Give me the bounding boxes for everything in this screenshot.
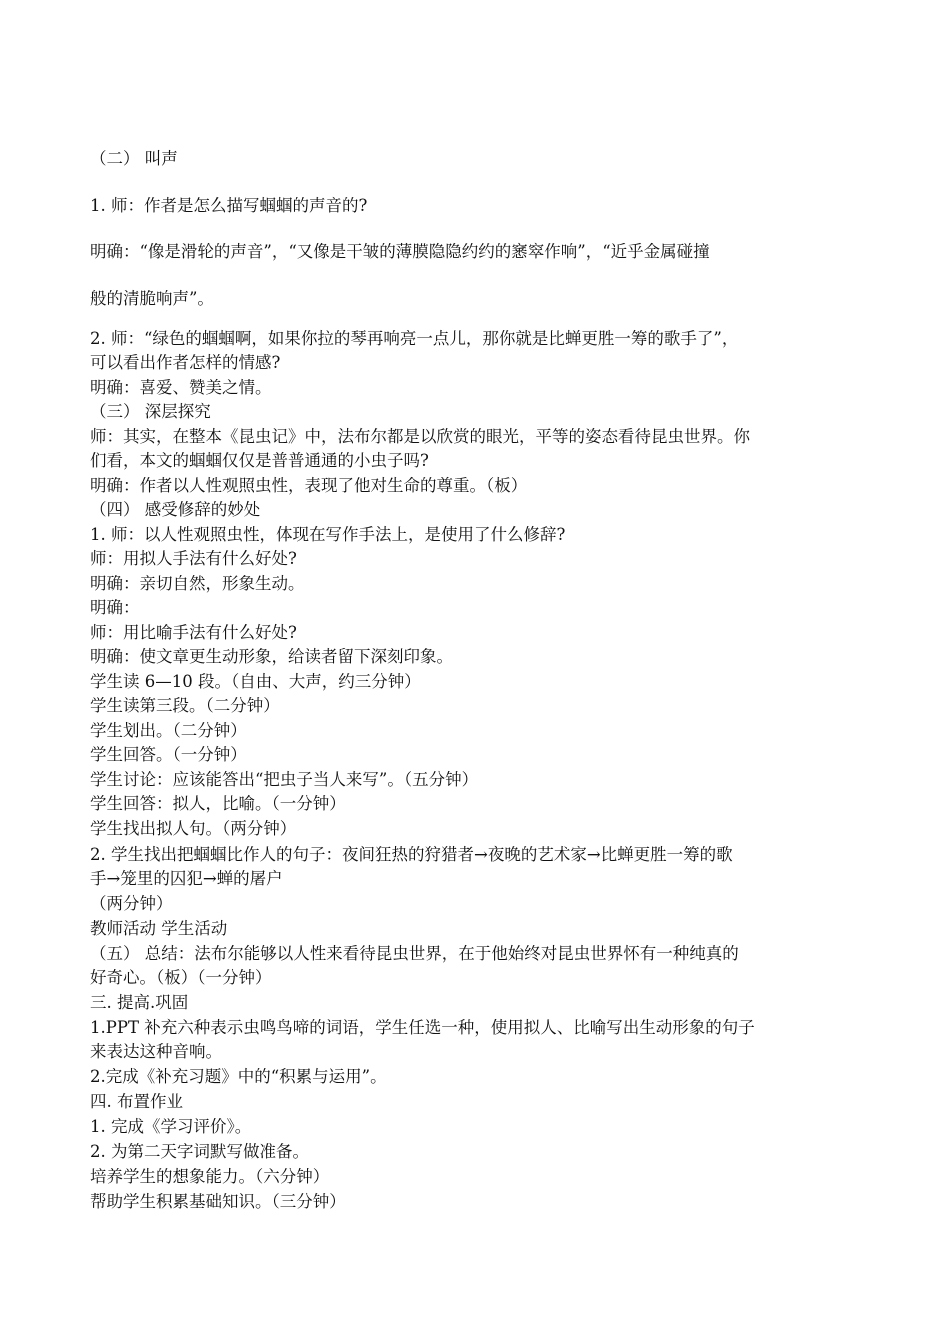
- paragraph-line: 明确：: [90, 598, 140, 617]
- paragraph-line: 1. 师：以人性观照虫性，体现在写作手法上，是使用了什么修辞?: [90, 525, 566, 544]
- paragraph-line: 明确：亲切自然，形象生动。: [90, 574, 305, 593]
- paragraph-line: 好奇心。（板）（一分钟）: [90, 968, 272, 987]
- paragraph-line: 2. 学生找出把蝈蝈比作人的句子：夜间狂热的狩猎者→夜晚的艺术家→比蝉更胜一筹的歌: [90, 845, 733, 864]
- paragraph-line: 学生讨论：应该能答出“把虫子当人来写”。（五分钟）: [90, 770, 479, 789]
- section-heading-tigao: 三. 提高.巩固: [90, 993, 189, 1012]
- answer-1-line-2: 般的清脆响声”。: [90, 289, 214, 308]
- paragraph-line: 教师活动 学生活动: [90, 919, 228, 938]
- paragraph-line: 来表达这种音响。: [90, 1042, 222, 1061]
- paragraph-line: 师：用比喻手法有什么好处?: [90, 623, 297, 642]
- question-2-line-1: 2. 师：“绿色的蝈蝈啊，如果你拉的琴再响亮一点儿，那你就是比蝉更胜一筹的歌手了”，: [90, 329, 739, 348]
- paragraph-line: 明确：使文章更生动形象，给读者留下深刻印象。: [90, 647, 453, 666]
- paragraph-line: 手→笼里的囚犯→蝉的屠户: [90, 869, 283, 888]
- paragraph-line: 1. 完成《学习评价》。: [90, 1117, 252, 1136]
- section-heading-shenceng: （三） 深层探究: [90, 402, 211, 421]
- paragraph-line: 学生回答。（一分钟）: [90, 745, 247, 764]
- section-heading-jiaosheng: （二） 叫声: [90, 149, 178, 168]
- paragraph-line: 帮助学生积累基础知识。（三分钟）: [90, 1192, 346, 1211]
- paragraph-line: 明确：作者以人性观照虫性，表现了他对生命的尊重。（板）: [90, 476, 528, 495]
- paragraph-line: 学生找出拟人句。（两分钟）: [90, 819, 297, 838]
- paragraph-line: 学生读第三段。（二分钟）: [90, 696, 280, 715]
- paragraph-line: 培养学生的想象能力。（六分钟）: [90, 1167, 330, 1186]
- paragraph-line: 学生读 6—10 段。（自由、大声，约三分钟）: [90, 672, 421, 691]
- question-2-line-2: 可以看出作者怎样的情感?: [90, 353, 281, 372]
- paragraph-line: 1.PPT 补充六种表示虫鸣鸟啼的词语，学生任选一种，使用拟人、比喻写出生动形象的句子: [90, 1018, 755, 1037]
- section-heading-zongjie: （五） 总结：法布尔能够以人性来看待昆虫世界，在于他始终对昆虫世界怀有一种纯真的: [90, 944, 739, 963]
- paragraph-line: 学生回答：拟人，比喻。（一分钟）: [90, 794, 346, 813]
- paragraph-line: 师：用拟人手法有什么好处?: [90, 549, 297, 568]
- paragraph-line: （两分钟）: [90, 894, 173, 913]
- paragraph-line: 2. 为第二天字词默写做准备。: [90, 1142, 309, 1161]
- paragraph-line: 2.完成《补充习题》中的“积累与运用”。: [90, 1067, 387, 1086]
- question-1: 1. 师：作者是怎么描写蝈蝈的声音的?: [90, 196, 368, 215]
- paragraph-line: 师：其实，在整本《昆虫记》中，法布尔都是以欣赏的眼光，平等的姿态看待昆虫世界。你: [90, 427, 750, 446]
- paragraph-line: 们看，本文的蝈蝈仅仅是普普通通的小虫子吗?: [90, 451, 429, 470]
- section-heading-xiuci: （四） 感受修辞的妙处: [90, 500, 261, 519]
- answer-2: 明确：喜爱、赞美之情。: [90, 378, 272, 397]
- answer-1-line-1: 明确：“像是滑轮的声音”，“又像是干皱的薄膜隐隐约约的窸窣作响”，“近乎金属碰撞: [90, 242, 710, 261]
- paragraph-line: 学生划出。（二分钟）: [90, 721, 247, 740]
- section-heading-zuoye: 四. 布置作业: [90, 1092, 183, 1111]
